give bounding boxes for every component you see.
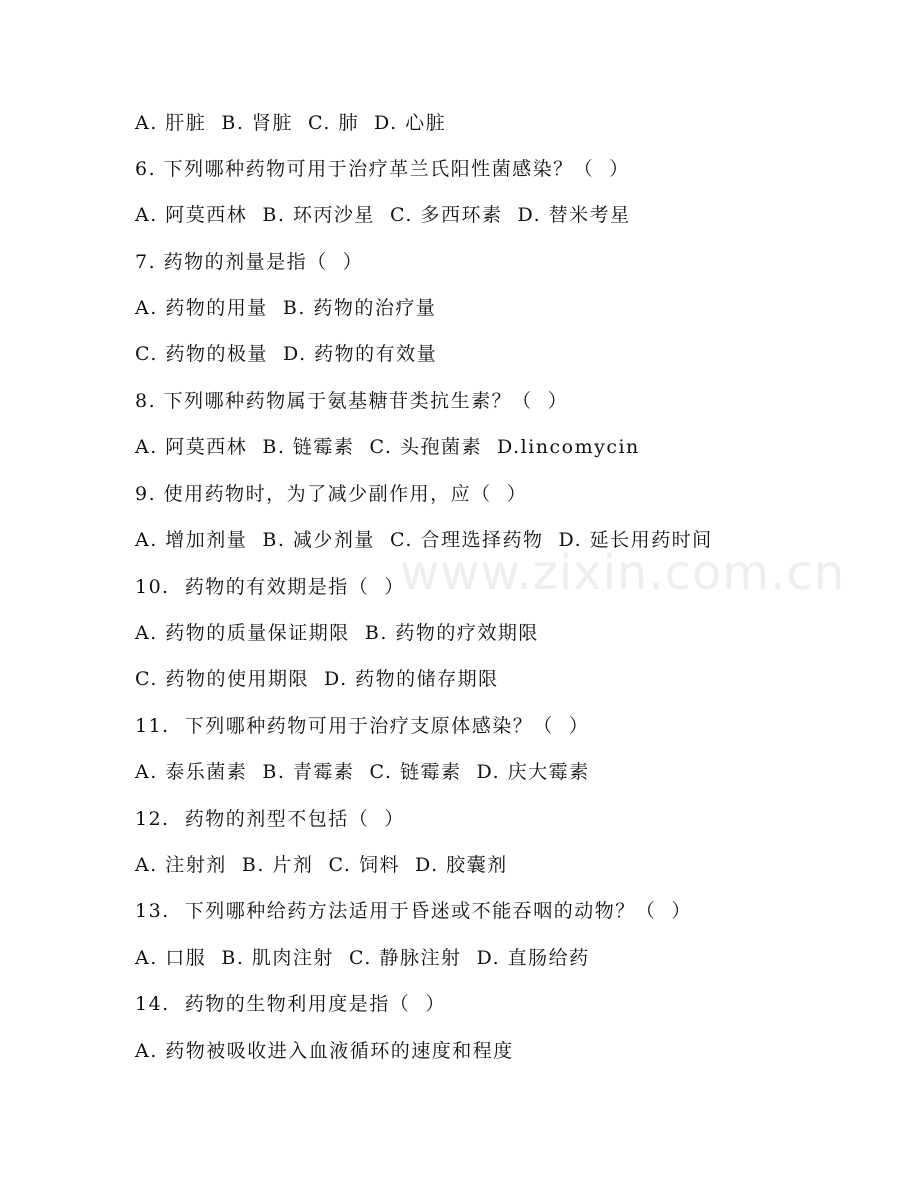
options-line: A. 口服 B. 肌肉注射 C. 静脉注射 D. 直肠给药: [135, 947, 590, 969]
options-line: A. 注射剂 B. 片剂 C. 饲料 D. 胶囊剂: [135, 854, 508, 876]
question-line: 12. 药物的剂型不包括（ ）: [135, 808, 405, 830]
question-line: 9. 使用药物时，为了减少副作用，应（ ）: [135, 483, 528, 505]
options-line: A. 阿莫西林 B. 环丙沙星 C. 多西环素 D. 替米考星: [135, 204, 631, 226]
question-line: 6. 下列哪种药物可用于治疗革兰氏阳性菌感染？（ ）: [135, 158, 630, 180]
options-line: A. 泰乐菌素 B. 青霉素 C. 链霉素 D. 庆大霉素: [135, 761, 590, 783]
options-line: A. 增加剂量 B. 减少剂量 C. 合理选择药物 D. 延长用药时间: [135, 529, 713, 551]
question-line: 11. 下列哪种药物可用于治疗支原体感染？（ ）: [135, 715, 590, 737]
question-line: 7. 药物的剂量是指（ ）: [135, 251, 364, 273]
options-line: C. 药物的使用期限 D. 药物的储存期限: [135, 668, 499, 690]
text-line: A. 肝脏 B. 肾脏 C. 肺 D. 心脏: [135, 112, 447, 134]
watermark: www.zixin.com.cn: [400, 545, 846, 601]
options-line: A. 药物被吸收进入血液循环的速度和程度: [135, 1040, 514, 1062]
options-line: A. 药物的质量保证期限 B. 药物的疗效期限: [135, 622, 539, 644]
question-line: 14. 药物的生物利用度是指（ ）: [135, 993, 446, 1015]
question-line: 13. 下列哪种给药方法适用于昏迷或不能吞咽的动物？（ ）: [135, 900, 692, 922]
options-line: A. 药物的用量 B. 药物的治疗量: [135, 297, 437, 319]
options-line: A. 阿莫西林 B. 链霉素 C. 头孢菌素 D.lincomycin: [135, 436, 640, 458]
question-line: 8. 下列哪种药物属于氨基糖苷类抗生素？（ ）: [135, 390, 569, 412]
options-line: C. 药物的极量 D. 药物的有效量: [135, 343, 438, 365]
question-line: 10. 药物的有效期是指（ ）: [135, 576, 405, 598]
